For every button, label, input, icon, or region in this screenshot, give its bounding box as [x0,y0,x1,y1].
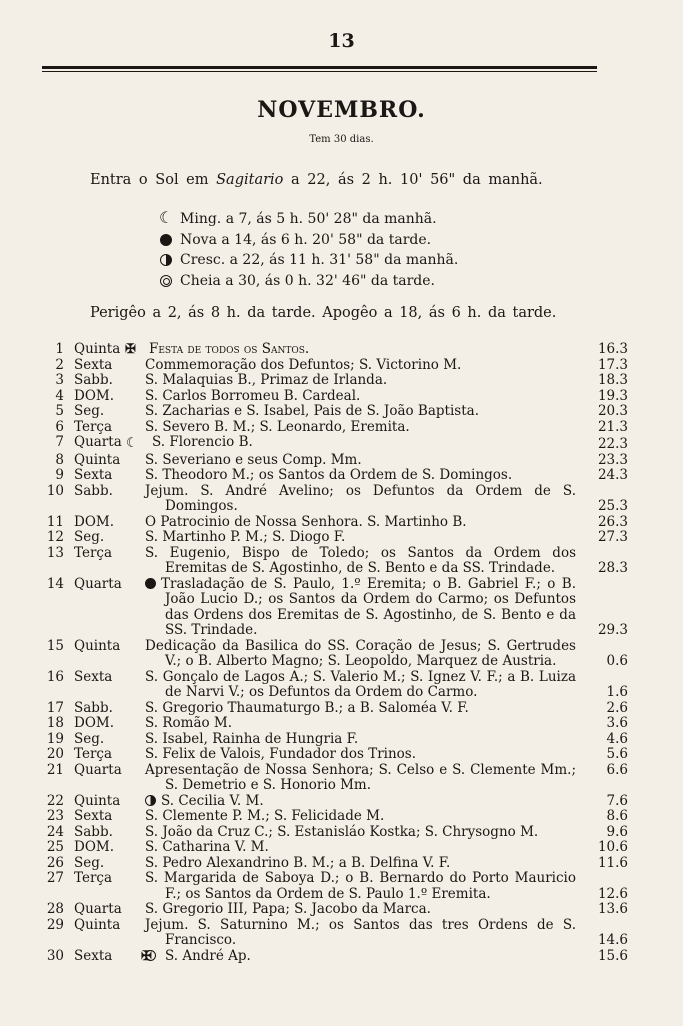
weekday: Sexta [74,808,113,824]
day-number: 27 [46,870,64,886]
saints-of-day [145,840,576,856]
moon-time: 18.3 [597,372,628,388]
saints-text: O Patrocinio de Nossa Senhora. S. Martinho B. [145,513,467,530]
weekday: Quinta [74,637,121,654]
saints-text: S. Felix de Valois, Fundador dos Trinos. [145,746,417,762]
weekday: Seg. [74,854,105,871]
calendar-day-row [42,358,628,374]
calendar-day-row [42,856,628,872]
weekday: Quinta [74,451,121,468]
weekday: DOM. [74,715,115,731]
saints-of-day [145,732,576,748]
moon-time: 8.6 [606,808,628,824]
saints-of-day [145,577,576,639]
moon-time: 9.6 [606,823,628,840]
day-number: 12 [46,529,64,545]
saints-text: S. Romão M. [145,715,233,731]
saints-of-day [145,420,576,436]
calendar-day-row [42,871,628,902]
calendar-day-row [42,716,628,732]
moon-time: 13.6 [597,901,628,917]
saints-of-day [145,358,576,374]
saints-text: S. Isabel, Rainha de Hungria F. [145,730,359,747]
weekday: Sexta [74,947,113,964]
weekday: Quarta [74,434,122,450]
saints-of-day [145,918,576,949]
waning-moon-icon: ☾ [126,435,139,451]
header-rule-thin [42,71,597,72]
calendar-day-row [42,763,628,794]
saints-text: Jejum. S. Saturnino M.; os Santos das tres Ordens de S. Francisco. [145,916,576,948]
crescent-moon-icon [145,795,156,806]
moon-time: 16.3 [597,341,628,357]
moon-time: 27.3 [597,529,628,545]
weekday: Sabb. [74,823,113,840]
saints-of-day: ✠ Festa de todos os Santos. [125,341,310,357]
saints-text: S. Gregorio Thaumaturgo B.; a B. Saloméa V. F. [145,699,469,716]
day-number: 9 [55,467,64,483]
day-number: 13 [46,544,64,561]
calendar-day-row [42,484,628,515]
day-number: 30 [46,947,64,964]
days-note: Tem 30 dias. [309,134,374,145]
saints-text: S. Martinho P. M.; S. Diogo F. [145,529,346,545]
calendar-day-row [42,902,628,918]
saints-text: S. Catharina V. M. [145,839,269,855]
calendar [42,342,628,964]
calendar-day-row [42,404,628,420]
calendar-day-row [42,639,628,670]
calendar-day-row [42,468,628,484]
saints-text: S. André Ap. [165,947,251,964]
calendar-day-row [42,515,628,531]
sun-entry [90,172,610,188]
saints-of-day [145,701,576,717]
saints-text: Commemoração dos Defuntos; S. Victorino M. [145,356,462,373]
moon-time: 11.6 [597,854,628,871]
weekday: DOM. [74,387,115,404]
day-number: 24 [46,823,64,840]
full-moon-icon [160,275,172,287]
day-number: 8 [55,451,64,468]
saints-of-day: ✠ S. André Ap. [141,947,251,964]
weekday: Sexta [74,356,113,373]
moon-time: 19.3 [597,387,628,404]
saints-of-day [145,373,576,389]
moon-time: 17.3 [597,356,628,373]
day-number: 29 [46,916,64,933]
calendar-day-row [42,577,628,639]
day-number: 15 [46,637,64,654]
day-number: 18 [46,715,64,731]
calendar-day-row [42,809,628,825]
calendar-day-row [42,530,628,546]
saints-of-day [145,809,576,825]
moon-phase-text: Cheia a 30, ás 0 h. 32' 46" da tarde. [180,272,435,289]
moon-time: 14.6 [597,932,628,948]
moon-phase-row [160,230,560,251]
month-title: NOVEMBRO. [257,97,426,123]
saints-of-day [145,747,576,763]
day-number: 19 [46,730,64,747]
weekday: Seg. [74,730,105,747]
moon-time: 24.3 [597,467,628,483]
moon-phase-text: Ming. a 7, ás 5 h. 50' 28" da manhã. [180,211,437,228]
saints-of-day [145,484,576,515]
saints-of-day [126,434,576,453]
day-number: 6 [55,418,64,435]
weekday: Seg. [74,403,105,419]
weekday: Terça [74,418,113,435]
day-number: 4 [55,387,64,404]
saints-text: Trasladação de S. Paulo, 1.º Eremita; o B. Gabriel F.; o B. João Lucio D.; os Santos da Ordem do Carmo; os Defuntos das Ordens dos Eremitas de S. Agostinho, de S. Bento e da SS. Trindade. [161,575,576,638]
saints-text: S. Gonçalo de Lagos A.; S. Valerio M.; S. Ignez V. F.; a B. Luiza de Narvi V.; os Defuntos da Ordem do Carmo. [145,668,576,700]
saints-of-day [145,530,576,546]
day-number: 2 [55,356,64,373]
day-number: 3 [55,372,64,388]
saints-of-day [145,856,576,872]
saints-of-day [145,794,576,810]
saints-of-day [145,546,576,577]
saints-text: S. Gregorio III, Papa; S. Jacobo da Marca. [145,901,431,917]
day-number: 20 [46,746,64,762]
moon-phase-row [160,271,560,292]
saints-of-day [145,763,576,794]
saints-text: S. Zacharias e S. Isabel, Pais de S. João Baptista. [145,403,479,419]
saints-of-day [145,902,576,918]
day-number: 25 [46,839,64,855]
perigee-apogee: Perigêo a 2, ás 8 h. da tarde. Apogêo a 18, ás 6 h. da tarde. [90,305,557,321]
weekday: Quinta [74,916,121,933]
saints-text: Dedicação da Basilica do SS. Coração de Jesus; S. Gertrudes V.; o B. Alberto Magno; S. Leopoldo, Marquez de Austria. [145,637,576,669]
saints-text: S. Theodoro M.; os Santos da Ordem de S. Domingos. [145,467,513,483]
calendar-day-row [42,949,628,965]
calendar-day-row [42,342,628,358]
moon-time: 23.3 [597,451,628,468]
moon-time: 28.3 [597,560,628,576]
moon-time: 15.6 [597,947,628,964]
saints-text: S. João da Cruz C.; S. Estanisláo Kostka; S. Chrysogno M. [145,823,539,840]
saints-text: S. Clemente P. M.; S. Felicidade M. [145,808,385,824]
sun-entry-suffix: a 22, ás 2 h. 10' 56" da manhã. [291,172,543,188]
moon-time: 0.6 [606,653,628,669]
new-moon-icon [145,578,156,589]
moon-phase-text: Cresc. a 22, ás 11 h. 31' 58" da manhã. [180,252,459,269]
saints-text: Festa de todos os Santos. [149,341,310,357]
saints-of-day [145,670,576,701]
saints-text: S. Severiano e seus Comp. Mm. [145,451,362,468]
saints-of-day [145,404,576,420]
day-number: 28 [46,901,64,917]
moon-time: 25.3 [597,498,628,514]
moon-time: 5.6 [606,746,628,762]
saints-text: S. Eugenio, Bispo de Toledo; os Santos da Ordem dos Eremitas de S. Agostinho, de S. Bento e da SS. Trindade. [145,544,576,576]
weekday: DOM. [74,839,115,855]
saints-of-day [145,515,576,531]
day-number: 1 [55,341,64,357]
calendar-day-row [42,918,628,949]
page-number: 13 [328,30,355,52]
moon-time: 1.6 [606,684,628,700]
saints-of-day [145,468,576,484]
calendar-day-row [42,453,628,469]
saints-of-day [145,716,576,732]
calendar-day-row [42,732,628,748]
saints-text: S. Margarida de Saboya D.; o B. Bernardo do Porto Mauricio F.; os Santos da Ordem de S. Paulo 1.º Eremita. [145,870,576,902]
moon-time: 26.3 [597,513,628,530]
moon-time: 2.6 [606,699,628,716]
calendar-day-row [42,825,628,841]
saints-text: Jejum. S. André Avelino; os Defuntos da Ordem de S. Domingos. [145,482,576,514]
moon-time: 21.3 [597,418,628,435]
weekday: Sexta [74,668,113,685]
crescent-moon-icon [160,254,172,266]
moon-time: 20.3 [597,403,628,419]
saints-text: S. Pedro Alexandrino B. M.; a B. Delfina V. F. [145,854,451,871]
moon-phase-text: Nova a 14, ás 6 h. 20' 58" da tarde. [180,231,432,248]
calendar-day-row [42,420,628,436]
weekday: Sabb. [74,372,113,388]
weekday: DOM. [74,513,115,530]
saints-of-day [145,825,576,841]
weekday: Quarta [74,901,122,917]
day-number: 14 [46,575,64,592]
saints-text: S. Malaquias B., Primaz de Irlanda. [145,372,388,388]
day-number: 23 [46,808,64,824]
day-number: 10 [46,482,64,499]
calendar-day-row [42,670,628,701]
day-number: 5 [55,403,64,419]
calendar-day-row [42,546,628,577]
saints-of-day [145,453,576,469]
weekday: Terça [74,870,113,886]
day-number: 26 [46,854,64,871]
moon-phase-row [160,209,560,230]
saints-text: S. Severo B. M.; S. Leonardo, Eremita. [145,418,410,435]
moon-time: 10.6 [597,839,628,855]
day-number: 22 [46,792,64,809]
waning-moon-icon [160,213,172,225]
moon-time: 29.3 [597,622,628,638]
saints-of-day [145,389,576,405]
moon-time: 6.6 [606,761,628,778]
day-number: 7 [55,434,64,450]
weekday: Sexta [74,467,113,483]
saints-text: S. Cecilia V. M. [161,792,264,809]
day-number: 16 [46,668,64,685]
weekday: Sabb. [74,482,113,499]
calendar-day-row [42,435,628,453]
moon-time: 22.3 [597,436,628,452]
zodiac-sign: Sagitario [216,172,284,188]
saints-of-day [145,871,576,902]
sun-entry-prefix: Entra o Sol em [90,172,209,188]
day-number: 21 [46,761,64,778]
moon-time: 4.6 [606,730,628,747]
saints-text: S. Carlos Borromeu B. Cardeal. [145,387,361,404]
weekday: Seg. [74,529,105,545]
weekday: Sabb. [74,699,113,716]
weekday: Quinta [74,341,121,357]
calendar-day-row [42,840,628,856]
weekday: Terça [74,746,113,762]
calendar-day-row [42,747,628,763]
calendar-day-row [42,794,628,810]
weekday: Quarta [74,575,122,592]
moon-phase-row [160,250,560,271]
calendar-day-row [42,389,628,405]
calendar-day-row [42,701,628,717]
header-rule-thick [42,66,597,69]
moon-time: 3.6 [606,715,628,731]
moon-time: 7.6 [606,792,628,809]
day-number: 11 [46,513,64,530]
saints-text: Apresentação de Nossa Senhora; S. Celso e S. Clemente Mm.; S. Demetrio e S. Honorio Mm. [145,761,576,793]
saints-of-day [145,639,576,670]
day-number: 17 [46,699,64,716]
moon-time: 12.6 [597,885,628,902]
new-moon-icon [160,234,172,246]
weekday: Quinta [74,792,121,809]
weekday: Terça [74,544,113,561]
weekday: Quarta [74,761,122,778]
moon-phases [160,209,560,291]
calendar-day-row [42,373,628,389]
saints-text: S. Florencio B. [152,434,253,450]
